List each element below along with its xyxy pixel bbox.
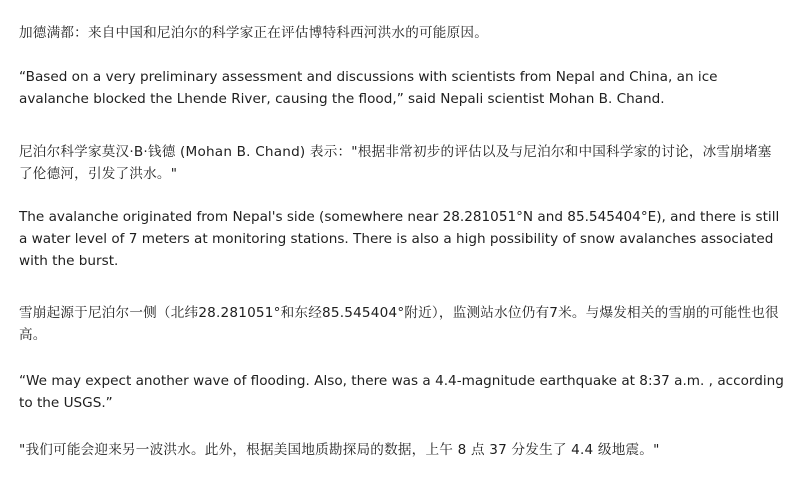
paragraph-earthquake-en: “We may expect another wave of flooding. Also, there was a 4.4-magnitude earthquake at 8:37 a.m. , according to the USGS.” [19,373,784,411]
paragraph-avalanche-en: The avalanche originated from Nepal's side (somewhere near 28.281051°N and 85.545404°E), and there is still a water level of 7 meters at monitoring stations. There is also a high possibility of snow avalanches associated with the burst. [19,209,780,269]
paragraph-quote-zh: 尼泊尔科学家莫汉·B·钱德 (Mohan B. Chand) 表示："根据非常初步的评估以及与尼泊尔和中国科学家的讨论，冰雪崩堵塞了伦德河，引发了洪水。" [19,144,772,182]
paragraph-avalanche-zh: 雪崩起源于尼泊尔一侧（北纬28.281051°和东经85.545404°附近），监测站水位仍有7米。与爆发相关的雪崩的可能性也很高。 [19,305,779,343]
paragraph-quote-en: “Based on a very preliminary assessment and discussions with scientists from Nepal and China, an ice avalanche blocked the Lhende River, causing the flood,” said Nepali scientist Mohan B. Chand. [19,69,718,107]
paragraph-intro-zh: 加德满都：来自中国和尼泊尔的科学家正在评估博特科西河洪水的可能原因。 [19,25,488,41]
paragraph-earthquake-zh: "我们可能会迎来另一波洪水。此外，根据美国地质勘探局的数据，上午 8 点 37 分发生了 4.4 级地震。" [19,442,660,458]
